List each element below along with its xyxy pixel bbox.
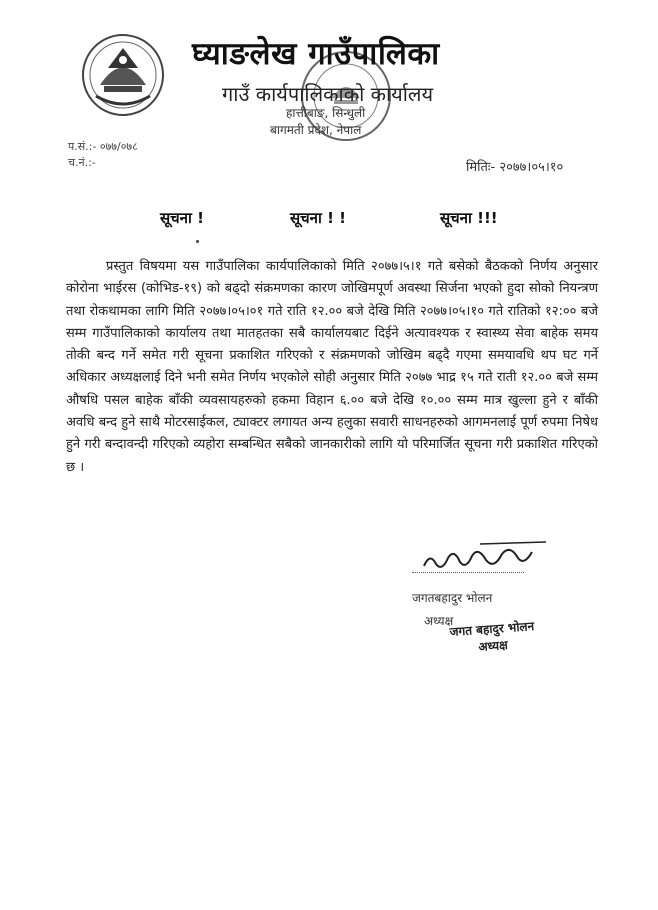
signature-line — [412, 572, 524, 573]
stamp-name: जगत बहादुर भोलन — [449, 619, 535, 639]
address-line-1: हात्तीबाङ, सिन्धुली — [286, 106, 366, 120]
office-subtitle: गाउँ कार्यपालिकाको कार्यालय — [222, 82, 434, 106]
notice-date: मितिः- २०७७।०५।१० — [466, 160, 564, 175]
ink-dot — [196, 240, 199, 243]
signatory-name: जगतबहादुर भोलन — [412, 591, 493, 605]
office-name: घ्याङलेख गाउँपालिका — [192, 36, 440, 72]
address-line-2: बागमती प्रदेश, नेपाल — [270, 123, 362, 137]
reference-number: प.सं.:- ०७७/०७८ — [68, 140, 138, 153]
notice-heading-3: सूचना !!! — [440, 209, 498, 227]
signature-icon — [420, 536, 550, 576]
signatory-title: अध्यक्ष — [424, 614, 454, 628]
nepal-emblem-icon — [78, 30, 168, 120]
dispatch-number: च.नं.:- — [68, 156, 96, 169]
notice-heading-1: सूचना ! — [160, 209, 204, 227]
notice-body: प्रस्तुत विषयमा यस गाउँपालिका कार्यपालिकाको मिति २०७७।५।१ गते बसेको बैठकको निर्णय अनुसार कोरोना भाईरस (कोभिड-१९) को बढ्दो संक्रमणका कारण जोखिमपूर्ण अवस्था सिर्जना भएको हुदा सोको नियन्त्रण तथा रोकथामका लागि मिति २०७७।०५।०१ गते राति १२.०० बजे देखि मिति २०७७।०५।१० गते रातिको १२:०० बजे सम्म गाउँपालिकाको कार्यालय तथा मातहतका सबै कार्यालयबाट दिईने अत्यावश्यक र स्वास्थ्य सेवा बाहेक समय तोकी बन्द गर्ने समेत गरी सूचना प्रकाशित गरिएको र संक्रमणको जोखिम बढ्दै गएमा समयावधि थप घट गर्ने अधिकार अध्यक्षलाई दिने भनी समेत निर्णय भएकोले सोही अनुसार मिति २०७७ भाद्र १५ गते राती १२.०० बजे सम्म औषधि पसल बाहेक बाँकी व्यवसायहरुको हकमा विहान ६.०० बजे देखि १०.०० सम्म मात्र खुल्ला हुने र बाँकी अवधि बन्द हुने साथै मोटरसाईकल, ट्याक्टर लगायत अन्य हलुका सवारी साधनहरुको आगमनलाई पूर्ण रुपमा निषेध हुने गरी बन्दावन्दी गरिएको व्यहोरा सम्बन्धित सबैको जानकारीको लागि यो परिमार्जित सूचना गरी प्रकाशित गरिएको छ । — [66, 259, 598, 475]
notice-heading-2: सूचना ! ! — [290, 209, 347, 227]
stamp-title: अध्यक्ष — [477, 637, 509, 654]
signatory-stamp — [449, 617, 536, 657]
